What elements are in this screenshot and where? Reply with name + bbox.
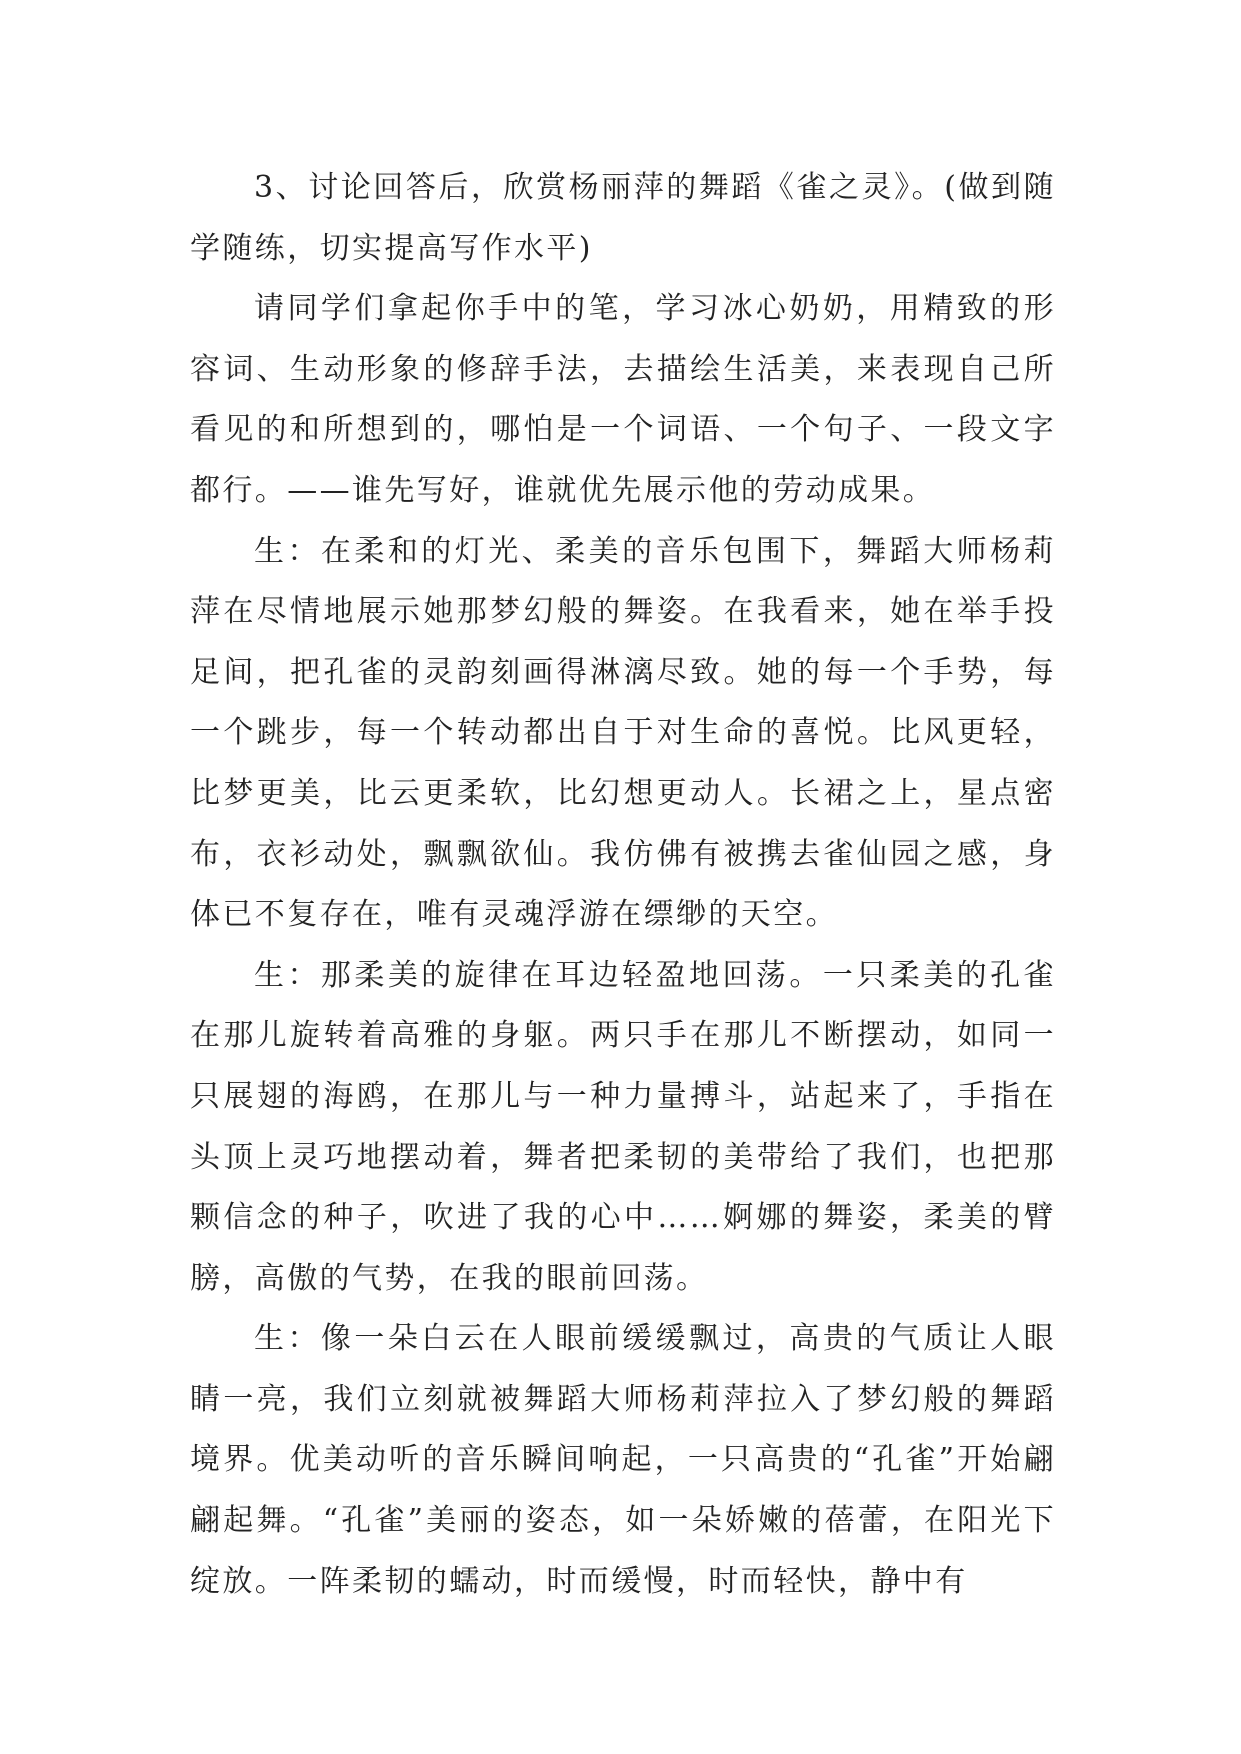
paragraph-task-3: 3、讨论回答后，欣赏杨丽萍的舞蹈《雀之灵》。(做到随学随练，切实提高写作水平) <box>190 170 1056 266</box>
paragraph-student-response-2: 生：那柔美的旋律在耳边轻盈地回荡。一只柔美的孔雀在那儿旋转着高雅的身躯。两只手在那儿不断摆动，如同一只展翅的海鸥，在那儿与一种力量搏斗，站起来了，手指在头顶上灵巧地摆动着，舞者把柔韧的美带给了我们，也把那颗信念的种子，吹进了我的心中……婀娜的舞姿，柔美的臂膀，高傲的气势，在我的眼前回荡。 <box>190 957 1056 1296</box>
paragraph-writing-instruction: 请同学们拿起你手中的笔，学习冰心奶奶，用精致的形容词、生动形象的修辞手法，去描绘生活美，来表现自己所看见的和所想到的，哪怕是一个词语、一个句子、一段文字都行。——谁先写好，谁就优先展示他的劳动成果。 <box>190 291 1056 508</box>
paragraph-student-response-3: 生：像一朵白云在人眼前缓缓飘过，高贵的气质让人眼睛一亮，我们立刻就被舞蹈大师杨莉萍拉入了梦幻般的舞蹈境界。优美动听的音乐瞬间响起，一只高贵的“孔雀”开始翩翩起舞。“孔雀”美丽的姿态，如一朵娇嫩的蓓蕾，在阳光下绽放。一阵柔韧的蠕动，时而缓慢，时而轻快，静中有 <box>190 1321 1056 1599</box>
paragraph-student-response-1: 生：在柔和的灯光、柔美的音乐包围下，舞蹈大师杨莉萍在尽情地展示她那梦幻般的舞姿。在我看来，她在举手投足间，把孔雀的灵韵刻画得淋漓尽致。她的每一个手势，每一个跳步，每一个转动都出自于对生命的喜悦。比风更轻，比梦更美，比云更柔软，比幻想更动人。长裙之上，星点密布，衣衫动处，飘飘欲仙。我仿佛有被携去雀仙园之感，身体已不复存在，唯有灵魂浮游在缥缈的天空。 <box>190 533 1056 933</box>
document-body <box>190 158 1056 1612</box>
